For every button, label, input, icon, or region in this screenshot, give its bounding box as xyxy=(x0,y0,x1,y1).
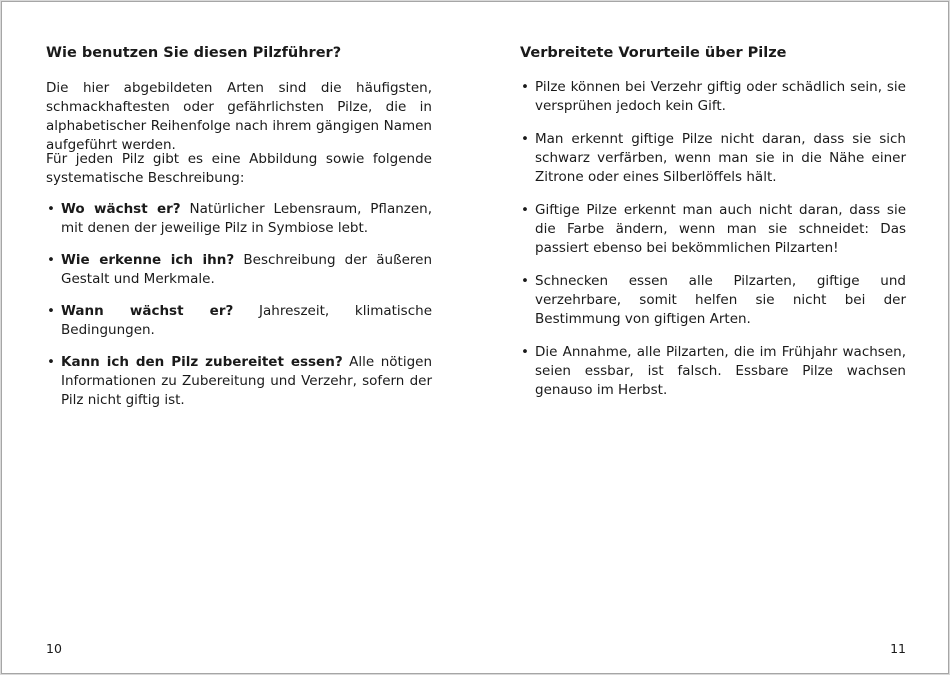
bullet-term: Kann ich den Pilz zubereitet essen? xyxy=(61,354,343,370)
bullet-icon: • xyxy=(47,303,55,319)
prejudice-bullet-list xyxy=(520,78,906,414)
prejudice-item xyxy=(520,78,906,116)
bullet-icon: • xyxy=(47,201,55,217)
book-spread xyxy=(1,1,949,674)
bullet-text: Jahreszeit, klimatische Bedingungen. xyxy=(61,303,432,338)
bullet-edible xyxy=(46,353,432,410)
bullet-icon: • xyxy=(521,273,529,289)
bullet-text: Alle nötigen Informationen zu Zubereitung und Verzehr, sofern der Pilz nicht giftig ist. xyxy=(61,354,433,408)
bullet-text: Beschreibung der äußeren Gestalt und Merkmale. xyxy=(61,252,433,287)
left-page xyxy=(2,2,475,673)
bullet-icon: • xyxy=(521,79,529,95)
page-number-left: 10 xyxy=(46,641,62,656)
prejudice-item xyxy=(520,343,906,400)
bullet-term: Wie erkenne ich ihn? xyxy=(61,252,235,268)
prejudice-text: Pilze können bei Verzehr giftig oder schädlich sein, sie versprühen jedoch kein Gift. xyxy=(535,79,906,114)
description-bullet-list xyxy=(46,200,432,423)
page-number-right: 11 xyxy=(890,641,906,656)
bullet-icon: • xyxy=(47,252,55,268)
bullet-term: Wann wächst er? xyxy=(61,303,234,319)
right-page-heading: Verbreitete Vorurteile über Pilze xyxy=(520,45,787,61)
prejudice-item xyxy=(520,201,906,258)
bullet-icon: • xyxy=(521,131,529,147)
description-intro-paragraph: Für jeden Pilz gibt es eine Abbildung sowie folgende systematische Beschreibung: xyxy=(46,151,432,186)
prejudice-text: Man erkennt giftige Pilze nicht daran, dass sie sich schwarz verfärben, wenn man sie in die Nähe einer Zitrone oder eines Silberlöffels hält. xyxy=(535,131,906,185)
bullet-icon: • xyxy=(521,344,529,360)
prejudice-text: Giftige Pilze erkennt man auch nicht daran, dass sie die Farbe ändern, wenn man sie schneidet: Das passiert ebenso bei bekömmlichen Pilzarten! xyxy=(535,202,906,256)
bullet-icon: • xyxy=(521,202,529,218)
bullet-how-recognize xyxy=(46,251,432,289)
bullet-text: Natürlicher Lebensraum, Pflanzen, mit denen der jeweilige Pilz in Symbiose lebt. xyxy=(61,201,433,236)
left-page-heading: Wie benutzen Sie diesen Pilzführer? xyxy=(46,45,342,61)
right-page xyxy=(475,2,948,673)
bullet-where-grows xyxy=(46,200,432,238)
bullet-when-grows xyxy=(46,302,432,340)
intro-paragraph: Die hier abgebildeten Arten sind die häufigsten, schmackhaftesten oder gefährlichsten Pilze, die in alphabetischer Reihenfolge nach ihrem gängigen Namen aufgeführt werden. xyxy=(46,80,432,153)
bullet-term: Wo wächst er? xyxy=(61,201,181,217)
prejudice-item xyxy=(520,130,906,187)
prejudice-item xyxy=(520,272,906,329)
prejudice-text: Die Annahme, alle Pilzarten, die im Frühjahr wachsen, seien essbar, ist falsch. Essbare Pilze wachsen genauso im Herbst. xyxy=(535,344,906,398)
prejudice-text: Schnecken essen alle Pilzarten, giftige und verzehrbare, somit helfen sie nicht bei der Bestimmung von giftigen Arten. xyxy=(535,273,906,327)
bullet-icon: • xyxy=(47,354,55,370)
